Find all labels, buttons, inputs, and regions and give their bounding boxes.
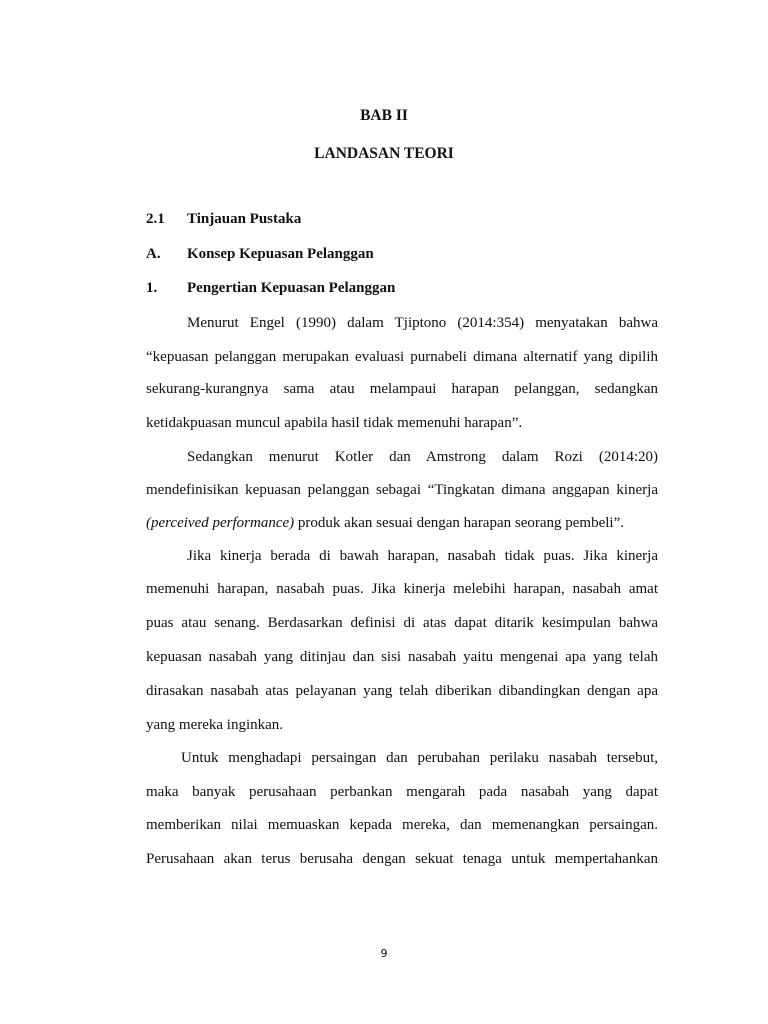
paragraph-line: Jika kinerja berada di bawah harapan, nasabah tidak puas. Jika kinerja (187, 548, 658, 564)
chapter-title: LANDASAN TEORI (314, 145, 454, 162)
paragraph-line: kepuasan nasabah yang ditinjau dan sisi nasabah yaitu mengenai apa yang telah (146, 649, 658, 665)
page-number: 9 (380, 947, 388, 960)
subsection-heading (146, 246, 374, 263)
subsubsection-number: 1. (146, 280, 158, 296)
paragraph-text: produk akan sesuai dengan harapan seorang pembeli”. (294, 515, 625, 531)
section-title: Tinjauan Pustaka (187, 211, 302, 227)
paragraph-line: memenuhi harapan, nasabah puas. Jika kinerja melebihi harapan, nasabah amat (146, 581, 658, 597)
paragraph-line: Untuk menghadapi persaingan dan perubahan perilaku nasabah tersebut, (181, 750, 658, 766)
paragraph-line: memberikan nilai memuaskan kepada mereka, dan memenangkan persaingan. (146, 817, 658, 833)
paragraph-line: maka banyak perusahaan perbankan mengarah pada nasabah yang dapat (146, 784, 658, 800)
paragraph-line: mendefinisikan kepuasan pelanggan sebagai “Tingkatan dimana anggapan kinerja (146, 482, 658, 498)
subsection-number: A. (146, 246, 161, 262)
paragraph-line: sekurang-kurangnya sama atau melampaui harapan pelanggan, sedangkan (146, 381, 658, 397)
section-number: 2.1 (146, 211, 165, 227)
subsubsection-heading (146, 280, 395, 297)
paragraph-line: puas atau senang. Berdasarkan definisi di atas dapat ditarik kesimpulan bahwa (146, 615, 658, 631)
paragraph-line: Menurut Engel (1990) dalam Tjiptono (2014:354) menyatakan bahwa (187, 315, 658, 331)
subsection-title: Konsep Kepuasan Pelanggan (187, 246, 374, 262)
paragraph-line: ketidakpuasan muncul apabila hasil tidak memenuhi harapan”. (146, 415, 523, 431)
section-heading (146, 211, 301, 228)
paragraph-line: yang mereka inginkan. (146, 717, 284, 733)
paragraph-line: Perusahaan akan terus berusaha dengan sekuat tenaga untuk mempertahankan (146, 851, 658, 867)
italic-term: (perceived performance) (146, 515, 295, 531)
paragraph-line: “kepuasan pelanggan merupakan evaluasi purnabeli dimana alternatif yang dipilih (146, 349, 658, 365)
chapter-number: BAB II (360, 107, 408, 124)
paragraph-line (146, 514, 658, 532)
paragraph-line: Sedangkan menurut Kotler dan Amstrong dalam Rozi (2014:20) (187, 449, 658, 465)
subsubsection-title: Pengertian Kepuasan Pelanggan (187, 280, 396, 296)
paragraph-line: dirasakan nasabah atas pelayanan yang telah diberikan dibandingkan dengan apa (146, 683, 658, 699)
